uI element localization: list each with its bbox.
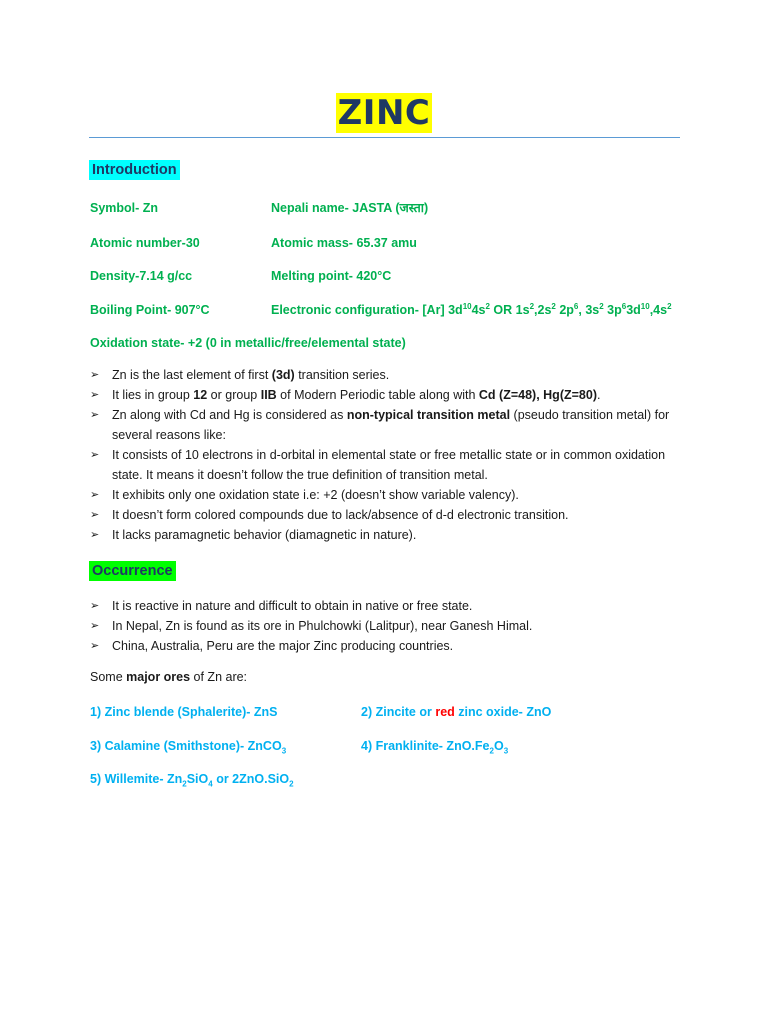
ec-part: OR 1s xyxy=(489,303,530,317)
ore-zincite xyxy=(361,703,551,721)
subscript: 2 xyxy=(182,779,187,789)
density-text: Density-7.14 g/cc xyxy=(90,269,193,283)
ec-sup: 2 xyxy=(551,301,556,311)
list-item xyxy=(90,525,680,545)
ec-part: Electronic configuration- [Ar] 3d xyxy=(271,303,463,317)
list-item xyxy=(90,485,680,505)
subscript: 3 xyxy=(503,746,509,756)
atomic-mass-text: Atomic mass- 65.37 amu xyxy=(271,236,417,250)
major-ores-intro xyxy=(90,668,247,686)
text-run: 2) Zincite or xyxy=(361,705,436,719)
ore-calamine xyxy=(90,737,286,755)
text-run: or group xyxy=(207,388,261,402)
text-run: Zn is the last element of first xyxy=(112,368,272,382)
arrow-bullet-icon: ➢ xyxy=(90,620,100,632)
text-run: transition series. xyxy=(294,368,390,382)
arrow-bullet-icon: ➢ xyxy=(90,529,100,541)
list-item xyxy=(90,445,680,485)
occurrence-bullet-list xyxy=(90,596,680,656)
ore-zinc-blende: 1) Zinc blende (Sphalerite)- ZnS xyxy=(90,705,278,719)
red-word: red xyxy=(435,705,455,719)
introduction-heading: Introduction xyxy=(89,160,180,180)
text-run: It doesn’t form colored compounds due to lack/absence of d-d electronic transition. xyxy=(112,508,569,522)
arrow-bullet-icon: ➢ xyxy=(90,509,100,521)
text-run: Some xyxy=(90,670,127,684)
text-run: of Zn are: xyxy=(190,670,248,684)
melting-point-text: Melting point- 420°C xyxy=(271,269,392,283)
subscript: 3 xyxy=(281,746,287,756)
text-run: of Modern Periodic table along with xyxy=(276,388,479,402)
text-run: In Nepal, Zn is found as its ore in Phulchowki (Lalitpur), near Ganesh Himal. xyxy=(112,619,533,633)
text-run: 3) Calamine (Smithstone)- ZnCO xyxy=(90,739,282,753)
electronic-configuration-text xyxy=(271,302,672,318)
arrow-bullet-icon: ➢ xyxy=(90,640,100,652)
arrow-bullet-icon: ➢ xyxy=(90,489,100,501)
occurrence-heading: Occurrence xyxy=(89,561,176,581)
text-run: China, Australia, Peru are the major Zinc producing countries. xyxy=(112,639,454,653)
atomic-number-text: Atomic number-30 xyxy=(90,236,200,250)
text-run-bold: Cd (Z=48), Hg(Z=80) xyxy=(478,388,597,402)
page-title: ZINC xyxy=(337,93,431,133)
text-run: It exhibits only one oxidation state i.e: +2 (doesn’t show variable valency). xyxy=(112,488,519,502)
text-run: It consists of 10 electrons in d-orbital in elemental state or free metallic state or in common oxidation state. It means it doesn’t follow the true definition of transition metal. xyxy=(112,448,666,482)
ec-part: 2p xyxy=(555,303,574,317)
nepali-name-text: Nepali name- JASTA (जस्ता) xyxy=(271,201,429,215)
text-run-bold: major ores xyxy=(126,670,191,684)
text-run-bold: non-typical transition metal xyxy=(346,408,511,422)
arrow-bullet-icon: ➢ xyxy=(90,409,100,421)
introduction-bullet-list xyxy=(90,365,680,545)
text-run: It is reactive in nature and difficult to obtain in native or free state. xyxy=(112,599,473,613)
ec-sup: 2 xyxy=(529,301,535,311)
ore-franklinite xyxy=(361,737,508,755)
text-run-bold: IIB xyxy=(260,388,277,402)
subscript: 4 xyxy=(208,779,213,789)
text-run: SiO xyxy=(186,772,209,786)
text-run: (pseudo transition metal) for several reasons like: xyxy=(112,408,670,442)
ec-part: ,4s xyxy=(649,303,668,317)
subscript: 2 xyxy=(489,746,494,756)
symbol-text: Symbol- Zn xyxy=(90,201,159,215)
text-run: It lies in group xyxy=(112,388,194,402)
ec-part: 4s xyxy=(471,303,486,317)
text-run: zinc oxide- ZnO xyxy=(454,705,552,719)
ec-sup: 2 xyxy=(485,301,490,311)
text-run: Zn along with Cd and Hg is considered as xyxy=(112,408,347,422)
text-run: O xyxy=(493,739,504,753)
list-item xyxy=(90,616,680,636)
title-wrap xyxy=(0,93,768,133)
subscript: 2 xyxy=(289,779,294,789)
arrow-bullet-icon: ➢ xyxy=(90,389,100,401)
arrow-bullet-icon: ➢ xyxy=(90,600,100,612)
list-item xyxy=(90,596,680,616)
ec-part: ,2s xyxy=(534,303,552,317)
text-run-bold: 12 xyxy=(193,388,208,402)
text-run: or 2ZnO.SiO xyxy=(212,772,290,786)
ec-part: , 3s xyxy=(578,303,600,317)
list-item xyxy=(90,636,680,656)
text-run: 5) Willemite- Zn xyxy=(90,772,183,786)
ec-sup: 10 xyxy=(462,301,472,311)
boiling-point-text: Boiling Point- 907°C xyxy=(90,303,210,317)
list-item xyxy=(90,385,680,405)
ec-sup: 10 xyxy=(640,301,650,311)
text-run: 4) Franklinite- ZnO.Fe xyxy=(361,739,490,753)
text-run: It lacks paramagnetic behavior (diamagnetic in nature). xyxy=(112,528,417,542)
list-item xyxy=(90,505,680,525)
ec-sup: 2 xyxy=(599,301,604,311)
list-item xyxy=(90,405,680,445)
text-run-bold: (3d) xyxy=(271,368,295,382)
text-run: . xyxy=(596,388,601,402)
ec-sup: 2 xyxy=(667,301,672,311)
arrow-bullet-icon: ➢ xyxy=(90,449,100,461)
arrow-bullet-icon: ➢ xyxy=(90,369,100,381)
ore-willemite xyxy=(90,770,294,788)
ec-sup: 6 xyxy=(621,301,627,311)
ec-part: 3p xyxy=(603,303,622,317)
title-divider xyxy=(89,137,680,138)
oxidation-state-text: Oxidation state- +2 (0 in metallic/free/elemental state) xyxy=(90,336,406,350)
list-item xyxy=(90,365,680,385)
ec-sup: 6 xyxy=(573,301,579,311)
ec-part: 3d xyxy=(626,303,641,317)
